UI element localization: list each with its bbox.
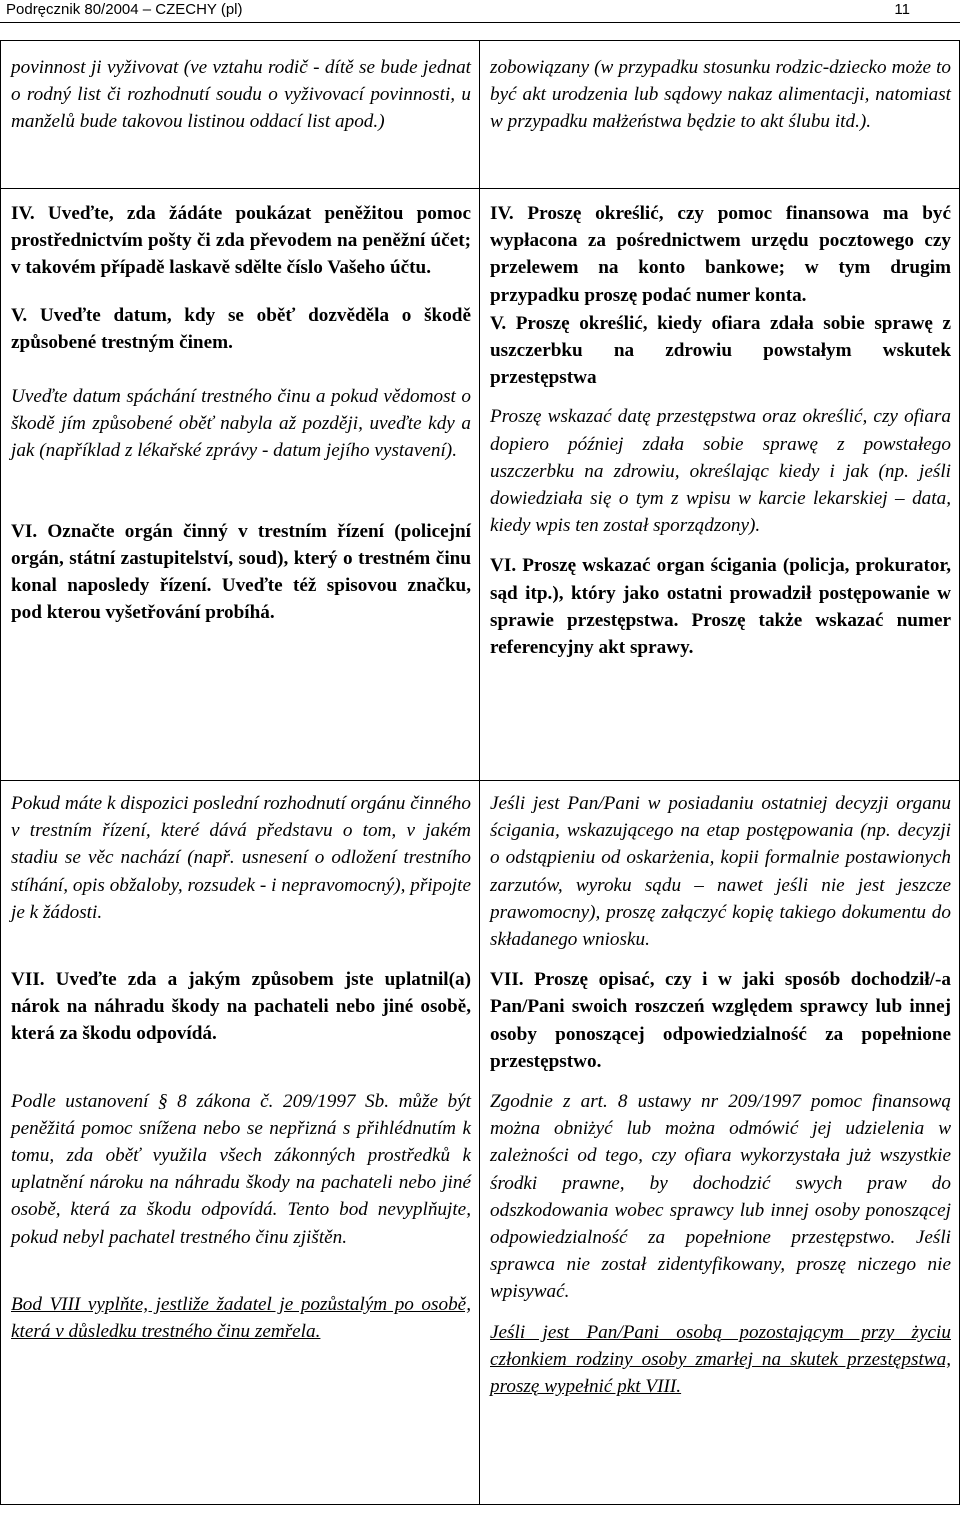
polish-cell xyxy=(480,41,960,189)
document-title: Podręcznik 80/2004 – CZECHY (pl) xyxy=(6,1,243,18)
pl-question-iv: IV. Proszę określić, czy pomoc finansowa ma być wypłacona za pośrednictwem urzędu pocztowego czy przelewem na konto bankowe; w tym drugim przypadku proszę podać numer konta. xyxy=(490,203,951,306)
table-row xyxy=(1,781,960,1505)
pl-question-vi: VI. Proszę wskazać organ ścigania (policja, prokurator, sąd itp.), który jako ostatni prowadził postępowanie w sprawie przestępstwa. Proszę także wskazać numer referencyjny akt sprawy. xyxy=(490,555,951,659)
pl-note-viii: Jeśli jest Pan/Pani osobą pozostającym przy życiu członkiem rodziny osoby zmarłej na skutek przestępstwa, proszę wypełnić pkt VIII. xyxy=(490,1321,951,1398)
polish-cell xyxy=(480,781,960,1505)
czech-cell xyxy=(1,41,480,189)
pl-proof-text: zobowiązany (w przypadku stosunku rodzic-dziecko może to być akt urodzenia lub sądowy nakaz alimentacji, natomiast w przypadku małżeństwa będzie to akt ślubu itd.). xyxy=(490,57,951,133)
czech-cell xyxy=(1,781,480,1505)
pl-note-vii: Zgodnie z art. 8 ustawy nr 209/1997 pomoc finansową można obniżyć lub można odmówić jej udzielenia w zależności od tego, czy ofiara wykorzystała już wszystkie środki prawne, by dochodzić swych praw do odszkodowania wobec sprawcy lub innej osoby ponoszącej odpowiedzialność za popełnione przestępstwo. Jeśli sprawca nie został zidentyfikowany, proszę niczego nie wpisywać. xyxy=(490,1091,951,1303)
cz-proof-text: povinnost ji vyživovat (ve vztahu rodič - dítě se bude jednat o rodný list či rozhodnutí soudu o vyživovací povinnosti, u manželů bude takovou listinou oddací list apod.) xyxy=(11,57,471,133)
cz-note-viii: Bod VIII vyplňte, jestliže žadatel je pozůstalým po osobě, která v důsledku trestného činu zemřela. xyxy=(11,1293,471,1343)
pl-question-v-note: Proszę wskazać datę przestępstwa oraz określić, czy ofiara dopiero później zdała sobie sprawę z powstałego uszczerbku na zdrowiu, określając kiedy i jak (np. jeśli dowiedziała się o tym z wpisu w karcie lekarskiej – data, kiedy wpis ten został sporządzony). xyxy=(490,406,951,537)
cz-note-vi: Pokud máte k dispozici poslední rozhodnutí orgánu činného v trestním řízení, které dává představu o tom, v jakém stadiu se věc nachází (např. usnesení o odložení trestního stíhání, opis obžaloby, rozsudek - i nepravomocný), připojte je k žádosti. xyxy=(11,793,471,923)
czech-cell xyxy=(1,189,480,781)
cz-question-v: V. Uveďte datum, kdy se oběť dozvěděla o škodě způsobené trestným činem. xyxy=(11,304,471,353)
table-row xyxy=(1,189,960,781)
cz-question-v-note: Uveďte datum spáchání trestného činu a pokud vědomost o škodě jím způsobené oběť nabyla až později, uveďte kdy a jak (například z lékařské zprávy - datum jejího vystavení). xyxy=(11,386,471,462)
pl-question-vii: VII. Proszę opisać, czy i w jaki sposób dochodził/-a Pan/Pani swoich roszczeń względem sprawcy lub innej osoby ponoszącej odpowiedzialność za popełnione przestępstwo. xyxy=(490,969,951,1072)
page-header xyxy=(0,0,960,23)
bilingual-table xyxy=(0,40,960,1505)
pl-note-vi: Jeśli jest Pan/Pani w posiadaniu ostatniej decyzji organu ścigania, wskazującego na etap postępowania (np. decyzji o odstąpieniu od oskarżenia, kopii formalnie postawionych zarzutów, wyroku sądu – nawet jeśli nie jest jeszcze prawomocny), proszę załączyć kopię takiego dokumentu do składanego wniosku. xyxy=(490,793,951,951)
cz-question-vii: VII. Uveďte zda a jakým způsobem jste uplatnil(a) nárok na náhradu škody na pachateli nebo jiné osobě, která za škodu odpovídá. xyxy=(11,969,471,1045)
table-row xyxy=(1,41,960,189)
cz-question-vi: VI. Označte orgán činný v trestním řízení (policejní orgán, státní zastupitelství, soud), který o trestném činu konal naposledy řízení. Uveďte též spisovou značku, pod kterou vyšetřování probíhá. xyxy=(11,520,471,624)
cz-question-iv: IV. Uveďte, zda žádáte poukázat peněžitou pomoc prostřednictvím pošty či zda převodem na peněžní účet; v takovém případě laskavě sdělte číslo Vašeho účtu. xyxy=(11,203,471,279)
page-number: 11 xyxy=(894,1,910,18)
pl-question-v: V. Proszę określić, kiedy ofiara zdała sobie sprawę z uszczerbku na zdrowiu powstałym wskutek przestępstwa xyxy=(490,312,951,389)
cz-note-vii: Podle ustanovení § 8 zákona č. 209/1997 Sb. může být peněžitá pomoc snížena nebo se nepřizná s přihlédnutím k tomu, zda oběť využila všech zákonných prostředků k uplatnění nároku na náhradu škody na pachateli nebo jiné osobě, která za škodu odpovídá. Tento bod nevyplňujte, pokud nebyl pachatel trestného činu zjištěn. xyxy=(11,1090,471,1248)
polish-cell xyxy=(480,189,960,781)
